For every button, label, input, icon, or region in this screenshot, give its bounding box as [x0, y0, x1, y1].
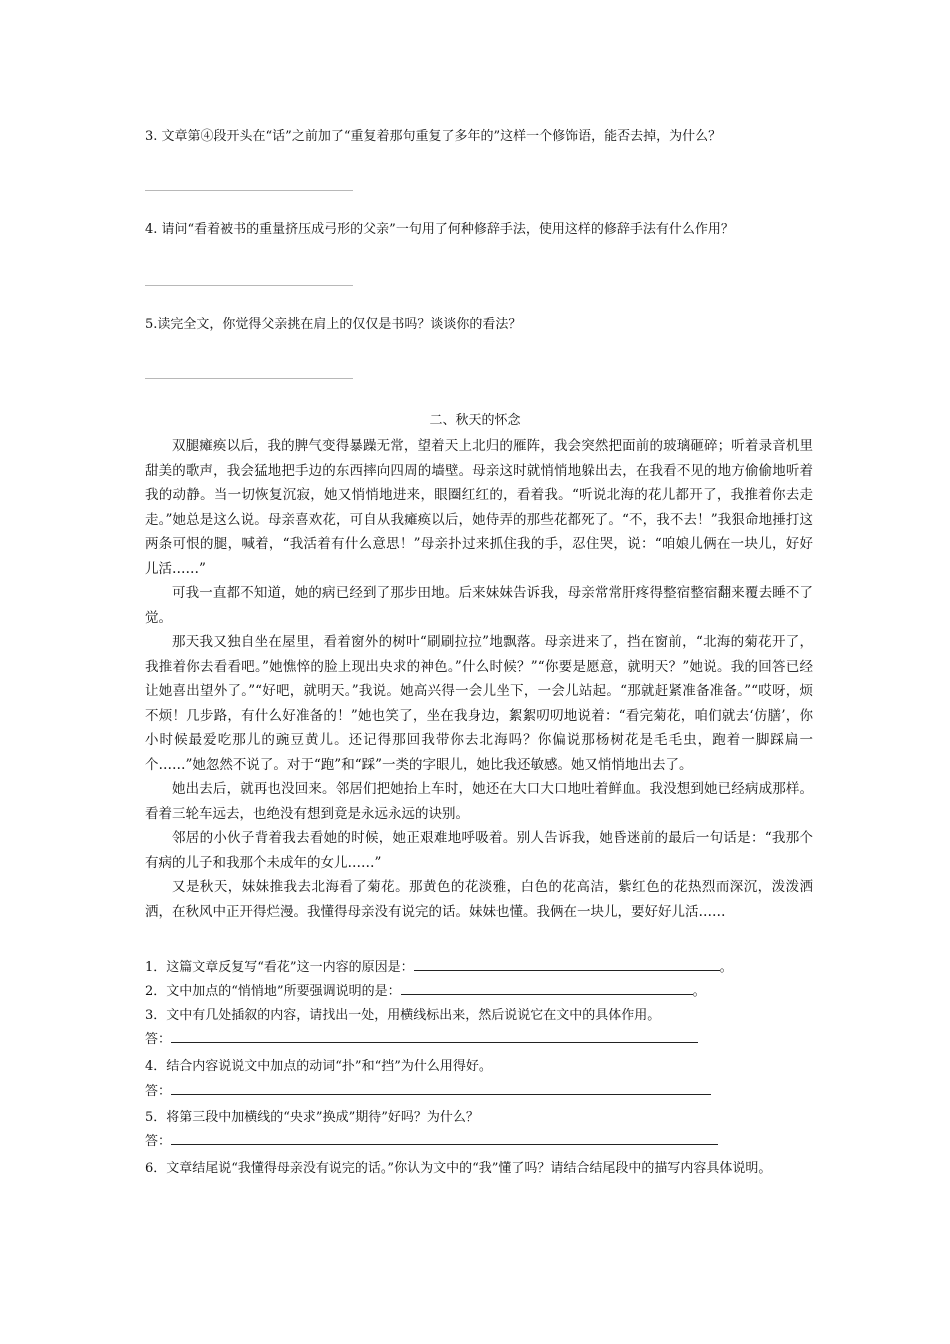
paragraph: 邻居的小伙子背着我去看她的时候，她正艰难地呼吸着。别人告诉我，她昏迷前的最后一句话是：“我那个有病的儿子和我那个未成年的女儿……” — [145, 830, 813, 871]
passage — [145, 434, 813, 924]
fill-blank-1[interactable] — [414, 956, 720, 971]
paragraph: 双腿瘫痪以后，我的脾气变得暴躁无常，望着天上北归的雁阵，我会突然把面前的玻璃砸碎；听着录音机里甜美的歌声，我会猛地把手边的东西摔向四周的墙壁。母亲这时就悄悄地躲出去，在我看不见的地方偷偷地听着我的动静。当一切恢复沉寂，她又悄悄地进来，眼圈红红的，看着我。“听说北海的花儿都开了，我推着你去走走。”她总是这么说。母亲喜欢花，可自从我瘫痪以后，她侍弄的那些花都死了。“不，我不去！”我狠命地捶打这两条可恨的腿，喊着，“我活着有什么意思！”母亲扑过来抓住我的手，忍住哭，说：“咱娘儿俩在一块儿，好好儿活……” — [145, 438, 813, 577]
sub-question-2 — [145, 980, 706, 1004]
answer-row-5 — [145, 1130, 718, 1154]
answer-line-5[interactable] — [145, 378, 353, 379]
sub-question-1-end: 。 — [719, 960, 733, 975]
answer-label: 答： — [145, 1032, 172, 1047]
sub-question-4: 4．结合内容说说文中加点的动词“扑”和“挡”为什么用得好。 — [145, 1059, 492, 1074]
answer-blank-3[interactable] — [171, 1028, 698, 1043]
answer-blank-4[interactable] — [171, 1080, 711, 1095]
paragraph: 那天我又独自坐在屋里，看着窗外的树叶“刷刷拉拉”地飘落。母亲进来了，挡在窗前，“北海的菊花开了，我推着你去看看吧。”她憔悴的脸上现出央求的神色。”什么时候？”“你要是愿意，就明天？”她说。我的回答已经让她喜出望外了。”“好吧，就明天。”我说。她高兴得一会儿坐下，一会儿站起。“那就赶紧准备准备。”“哎呀，烦不烦！几步路，有什么好准备的！”她也笑了，坐在我身边，絮絮叨叨地说着：“看完菊花，咱们就去‘仿膳’，你小时候最爱吃那儿的豌豆黄儿。还记得那回我带你去北海吗？你偏说那杨树花是毛毛虫，跑着一脚踩扁一个……”她忽然不说了。对于“跑”和“踩”一类的字眼儿，她比我还敏感。她又悄悄地出去了。 — [145, 634, 813, 773]
sub-question-1-text: 1．这篇文章反复写“看花”这一内容的原因是： — [145, 960, 414, 975]
question-3: 3. 文章第④段开头在“话”之前加了“重复着那句重复了多年的”这样一个修饰语，能否去掉，为什么？ — [145, 129, 722, 144]
sub-question-1 — [145, 956, 733, 980]
answer-blank-5[interactable] — [171, 1130, 718, 1145]
answer-row-3 — [145, 1028, 698, 1052]
answer-label: 答： — [145, 1134, 172, 1149]
sub-question-5: 5．将第三段中加横线的“央求”换成”期待”好吗？为什么？ — [145, 1110, 479, 1125]
answer-row-4 — [145, 1080, 711, 1104]
fill-blank-2[interactable] — [401, 980, 693, 995]
paragraph: 又是秋天，妹妹推我去北海看了菊花。那黄色的花淡雅，白色的花高洁，紫红色的花热烈而深沉，泼泼洒洒，在秋风中正开得烂漫。我懂得母亲没有说完的话。妹妹也懂。我俩在一块儿，要好好儿活…… — [145, 879, 813, 920]
question-4: 4. 请问“看着被书的重量挤压成弓形的父亲”一句用了何种修辞手法，使用这样的修辞手法有什么作用？ — [145, 222, 734, 237]
answer-line-3[interactable] — [145, 190, 353, 191]
paragraph: 可我一直都不知道，她的病已经到了那步田地。后来妹妹告诉我，母亲常常肝疼得整宿整宿翻来覆去睡不了觉。 — [145, 585, 813, 626]
answer-label: 答： — [145, 1084, 172, 1099]
answer-line-4[interactable] — [145, 285, 353, 286]
sub-question-3: 3．文中有几处插叙的内容，请找出一处，用横线标出来，然后说说它在文中的具体作用。 — [145, 1008, 661, 1023]
section-title: 二、秋天的怀念 — [429, 413, 521, 428]
paragraph: 她出去后，就再也没回来。邻居们把她抬上车时，她还在大口大口地吐着鲜血。我没想到她已经病成那样。看着三轮车远去，也绝没有想到竟是永远永远的诀别。 — [145, 781, 813, 822]
sub-question-6: 6．文章结尾说“我懂得母亲没有说完的话。”你认为文中的“我”懂了吗？请结合结尾段中的描写内容具体说明。 — [145, 1161, 772, 1176]
sub-question-2-end: 。 — [692, 984, 706, 999]
sub-question-2-text: 2．文中加点的“悄悄地”所要强调说明的是： — [145, 984, 401, 999]
question-5: 5.读完全文，你觉得父亲挑在肩上的仅仅是书吗？谈谈你的看法？ — [145, 317, 522, 332]
